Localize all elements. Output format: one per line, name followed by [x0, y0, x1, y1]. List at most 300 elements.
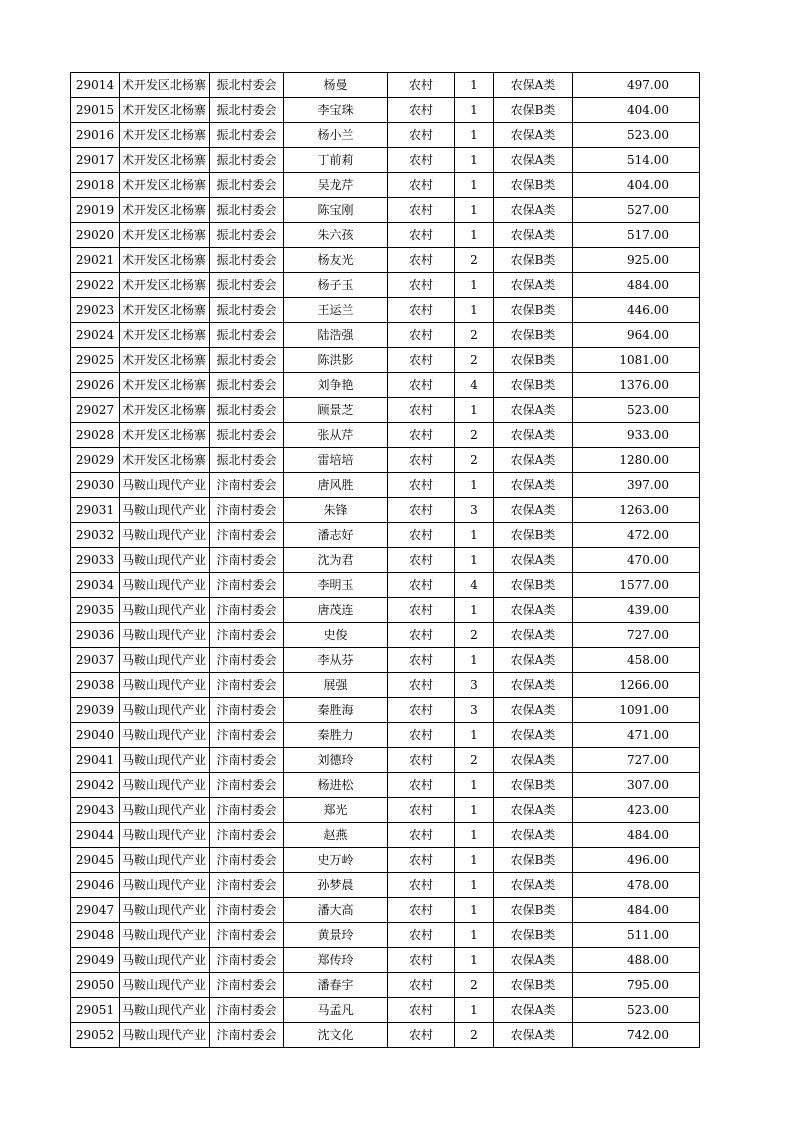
record-id-cell: 29024 — [71, 323, 120, 348]
household-count-cell: 1 — [455, 873, 494, 898]
town-cell: 马鞍山现代产业 — [120, 773, 210, 798]
table-row — [71, 323, 700, 348]
area-cell: 农村 — [388, 448, 455, 473]
table-row — [71, 948, 700, 973]
record-id-cell: 29046 — [71, 873, 120, 898]
area-cell: 农村 — [388, 73, 455, 98]
record-id-cell: 29037 — [71, 648, 120, 673]
village-cell: 振北村委会 — [210, 398, 284, 423]
household-count-cell: 2 — [455, 423, 494, 448]
village-cell: 汴南村委会 — [210, 873, 284, 898]
record-id-cell: 29029 — [71, 448, 120, 473]
record-id-cell: 29019 — [71, 198, 120, 223]
table-row — [71, 398, 700, 423]
town-cell: 马鞍山现代产业 — [120, 548, 210, 573]
insurance-type-cell: 农保B类 — [494, 848, 573, 873]
name-cell: 陆浩强 — [284, 323, 388, 348]
insurance-type-cell: 农保A类 — [494, 1023, 573, 1048]
town-cell: 术开发区北杨寨 — [120, 173, 210, 198]
village-cell: 汴南村委会 — [210, 498, 284, 523]
name-cell: 史万岭 — [284, 848, 388, 873]
household-count-cell: 1 — [455, 73, 494, 98]
table-row — [71, 73, 700, 98]
town-cell: 术开发区北杨寨 — [120, 98, 210, 123]
insurance-type-cell: 农保A类 — [494, 798, 573, 823]
household-count-cell: 3 — [455, 498, 494, 523]
insurance-type-cell: 农保B类 — [494, 323, 573, 348]
record-id-cell: 29049 — [71, 948, 120, 973]
household-count-cell: 1 — [455, 798, 494, 823]
name-cell: 陈宝刚 — [284, 198, 388, 223]
town-cell: 马鞍山现代产业 — [120, 848, 210, 873]
area-cell: 农村 — [388, 998, 455, 1023]
village-cell: 汴南村委会 — [210, 473, 284, 498]
table-row — [71, 198, 700, 223]
name-cell: 潘春宇 — [284, 973, 388, 998]
area-cell: 农村 — [388, 548, 455, 573]
amount-cell: 517.00 — [573, 223, 700, 248]
name-cell: 黄景玲 — [284, 923, 388, 948]
insurance-type-cell: 农保A类 — [494, 873, 573, 898]
village-cell: 汴南村委会 — [210, 723, 284, 748]
insurance-type-cell: 农保A类 — [494, 473, 573, 498]
amount-cell: 397.00 — [573, 473, 700, 498]
insurance-type-cell: 农保B类 — [494, 98, 573, 123]
name-cell: 吴龙芹 — [284, 173, 388, 198]
village-cell: 汴南村委会 — [210, 948, 284, 973]
village-cell: 振北村委会 — [210, 123, 284, 148]
record-id-cell: 29051 — [71, 998, 120, 1023]
town-cell: 马鞍山现代产业 — [120, 723, 210, 748]
record-id-cell: 29044 — [71, 823, 120, 848]
town-cell: 术开发区北杨寨 — [120, 248, 210, 273]
table-row — [71, 1023, 700, 1048]
name-cell: 赵燕 — [284, 823, 388, 848]
table-row — [71, 748, 700, 773]
amount-cell: 727.00 — [573, 623, 700, 648]
town-cell: 术开发区北杨寨 — [120, 373, 210, 398]
name-cell: 杨小兰 — [284, 123, 388, 148]
table-row — [71, 973, 700, 998]
name-cell: 李宝珠 — [284, 98, 388, 123]
amount-cell: 472.00 — [573, 523, 700, 548]
village-cell: 汴南村委会 — [210, 848, 284, 873]
household-count-cell: 1 — [455, 598, 494, 623]
village-cell: 振北村委会 — [210, 148, 284, 173]
town-cell: 马鞍山现代产业 — [120, 573, 210, 598]
amount-cell: 511.00 — [573, 923, 700, 948]
area-cell: 农村 — [388, 98, 455, 123]
amount-cell: 1266.00 — [573, 673, 700, 698]
town-cell: 马鞍山现代产业 — [120, 748, 210, 773]
insurance-type-cell: 农保B类 — [494, 923, 573, 948]
village-cell: 汴南村委会 — [210, 823, 284, 848]
village-cell: 汴南村委会 — [210, 673, 284, 698]
household-count-cell: 1 — [455, 123, 494, 148]
name-cell: 王运兰 — [284, 298, 388, 323]
table-row — [71, 573, 700, 598]
village-cell: 振北村委会 — [210, 423, 284, 448]
name-cell: 史俊 — [284, 623, 388, 648]
record-id-cell: 29020 — [71, 223, 120, 248]
household-count-cell: 2 — [455, 248, 494, 273]
household-count-cell: 1 — [455, 273, 494, 298]
village-cell: 汴南村委会 — [210, 798, 284, 823]
table-row — [71, 898, 700, 923]
name-cell: 李明玉 — [284, 573, 388, 598]
village-cell: 汴南村委会 — [210, 898, 284, 923]
insurance-type-cell: 农保B类 — [494, 348, 573, 373]
town-cell: 术开发区北杨寨 — [120, 273, 210, 298]
record-id-cell: 29027 — [71, 398, 120, 423]
table-row — [71, 598, 700, 623]
insurance-type-cell: 农保B类 — [494, 173, 573, 198]
insurance-type-cell: 农保B类 — [494, 898, 573, 923]
amount-cell: 514.00 — [573, 148, 700, 173]
town-cell: 马鞍山现代产业 — [120, 898, 210, 923]
name-cell: 陈洪影 — [284, 348, 388, 373]
record-id-cell: 29031 — [71, 498, 120, 523]
village-cell: 振北村委会 — [210, 298, 284, 323]
name-cell: 沈文化 — [284, 1023, 388, 1048]
name-cell: 秦胜力 — [284, 723, 388, 748]
household-count-cell: 1 — [455, 923, 494, 948]
name-cell: 丁前莉 — [284, 148, 388, 173]
village-cell: 汴南村委会 — [210, 648, 284, 673]
insurance-type-cell: 农保A类 — [494, 448, 573, 473]
amount-cell: 1263.00 — [573, 498, 700, 523]
household-count-cell: 1 — [455, 548, 494, 573]
household-count-cell: 3 — [455, 698, 494, 723]
table-row — [71, 873, 700, 898]
area-cell: 农村 — [388, 373, 455, 398]
area-cell: 农村 — [388, 873, 455, 898]
amount-cell: 497.00 — [573, 73, 700, 98]
name-cell: 刘德玲 — [284, 748, 388, 773]
amount-cell: 307.00 — [573, 773, 700, 798]
town-cell: 术开发区北杨寨 — [120, 148, 210, 173]
record-id-cell: 29040 — [71, 723, 120, 748]
town-cell: 术开发区北杨寨 — [120, 398, 210, 423]
table-row — [71, 273, 700, 298]
area-cell: 农村 — [388, 123, 455, 148]
area-cell: 农村 — [388, 1023, 455, 1048]
household-count-cell: 1 — [455, 948, 494, 973]
record-id-cell: 29048 — [71, 923, 120, 948]
table-row — [71, 823, 700, 848]
area-cell: 农村 — [388, 948, 455, 973]
household-count-cell: 1 — [455, 473, 494, 498]
household-count-cell: 2 — [455, 1023, 494, 1048]
town-cell: 马鞍山现代产业 — [120, 623, 210, 648]
amount-cell: 1280.00 — [573, 448, 700, 473]
insurance-type-cell: 农保A类 — [494, 198, 573, 223]
table-row — [71, 148, 700, 173]
name-cell: 郑光 — [284, 798, 388, 823]
insurance-type-cell: 农保B类 — [494, 773, 573, 798]
record-id-cell: 29016 — [71, 123, 120, 148]
name-cell: 刘争艳 — [284, 373, 388, 398]
table-row — [71, 848, 700, 873]
area-cell: 农村 — [388, 723, 455, 748]
village-cell: 汴南村委会 — [210, 523, 284, 548]
table-row — [71, 123, 700, 148]
area-cell: 农村 — [388, 498, 455, 523]
town-cell: 术开发区北杨寨 — [120, 73, 210, 98]
village-cell: 振北村委会 — [210, 373, 284, 398]
table-row — [71, 223, 700, 248]
area-cell: 农村 — [388, 423, 455, 448]
village-cell: 汴南村委会 — [210, 548, 284, 573]
area-cell: 农村 — [388, 823, 455, 848]
household-count-cell: 2 — [455, 748, 494, 773]
household-count-cell: 2 — [455, 348, 494, 373]
area-cell: 农村 — [388, 623, 455, 648]
town-cell: 马鞍山现代产业 — [120, 948, 210, 973]
area-cell: 农村 — [388, 148, 455, 173]
record-id-cell: 29047 — [71, 898, 120, 923]
record-id-cell: 29017 — [71, 148, 120, 173]
table-row — [71, 298, 700, 323]
area-cell: 农村 — [388, 773, 455, 798]
area-cell: 农村 — [388, 398, 455, 423]
household-count-cell: 1 — [455, 98, 494, 123]
household-count-cell: 1 — [455, 523, 494, 548]
insurance-type-cell: 农保B类 — [494, 373, 573, 398]
insurance-type-cell: 农保B类 — [494, 298, 573, 323]
household-count-cell: 1 — [455, 223, 494, 248]
area-cell: 农村 — [388, 748, 455, 773]
area-cell: 农村 — [388, 273, 455, 298]
area-cell: 农村 — [388, 198, 455, 223]
name-cell: 马孟凡 — [284, 998, 388, 1023]
name-cell: 沈为君 — [284, 548, 388, 573]
amount-cell: 423.00 — [573, 798, 700, 823]
household-count-cell: 4 — [455, 373, 494, 398]
area-cell: 农村 — [388, 298, 455, 323]
record-id-cell: 29041 — [71, 748, 120, 773]
amount-cell: 446.00 — [573, 298, 700, 323]
town-cell: 术开发区北杨寨 — [120, 448, 210, 473]
insurance-type-cell: 农保A类 — [494, 123, 573, 148]
village-cell: 汴南村委会 — [210, 598, 284, 623]
record-id-cell: 29034 — [71, 573, 120, 598]
record-id-cell: 29039 — [71, 698, 120, 723]
table-row — [71, 798, 700, 823]
area-cell: 农村 — [388, 173, 455, 198]
town-cell: 术开发区北杨寨 — [120, 223, 210, 248]
amount-cell: 470.00 — [573, 548, 700, 573]
record-id-cell: 29022 — [71, 273, 120, 298]
town-cell: 马鞍山现代产业 — [120, 648, 210, 673]
household-count-cell: 1 — [455, 773, 494, 798]
record-id-cell: 29015 — [71, 98, 120, 123]
name-cell: 顾景芝 — [284, 398, 388, 423]
town-cell: 术开发区北杨寨 — [120, 348, 210, 373]
insurance-type-cell: 农保B类 — [494, 973, 573, 998]
town-cell: 马鞍山现代产业 — [120, 823, 210, 848]
amount-cell: 527.00 — [573, 198, 700, 223]
name-cell: 秦胜海 — [284, 698, 388, 723]
area-cell: 农村 — [388, 473, 455, 498]
household-count-cell: 1 — [455, 898, 494, 923]
town-cell: 术开发区北杨寨 — [120, 298, 210, 323]
name-cell: 唐风胜 — [284, 473, 388, 498]
town-cell: 马鞍山现代产业 — [120, 698, 210, 723]
town-cell: 马鞍山现代产业 — [120, 473, 210, 498]
amount-cell: 1376.00 — [573, 373, 700, 398]
insurance-type-cell: 农保A类 — [494, 398, 573, 423]
town-cell: 马鞍山现代产业 — [120, 873, 210, 898]
household-count-cell: 2 — [455, 973, 494, 998]
area-cell: 农村 — [388, 798, 455, 823]
household-count-cell: 1 — [455, 398, 494, 423]
record-id-cell: 29052 — [71, 1023, 120, 1048]
table-row — [71, 373, 700, 398]
table-row — [71, 648, 700, 673]
record-id-cell: 29014 — [71, 73, 120, 98]
insurance-type-cell: 农保A类 — [494, 423, 573, 448]
table-row — [71, 173, 700, 198]
household-count-cell: 1 — [455, 648, 494, 673]
amount-cell: 439.00 — [573, 598, 700, 623]
insurance-type-cell: 农保A类 — [494, 598, 573, 623]
table-row — [71, 698, 700, 723]
household-count-cell: 2 — [455, 623, 494, 648]
name-cell: 杨友光 — [284, 248, 388, 273]
insurance-type-cell: 农保A类 — [494, 698, 573, 723]
village-cell: 振北村委会 — [210, 173, 284, 198]
town-cell: 马鞍山现代产业 — [120, 598, 210, 623]
record-id-cell: 29023 — [71, 298, 120, 323]
village-cell: 振北村委会 — [210, 273, 284, 298]
household-count-cell: 4 — [455, 573, 494, 598]
record-id-cell: 29042 — [71, 773, 120, 798]
amount-cell: 404.00 — [573, 98, 700, 123]
record-id-cell: 29028 — [71, 423, 120, 448]
household-count-cell: 1 — [455, 723, 494, 748]
amount-cell: 964.00 — [573, 323, 700, 348]
insurance-type-cell: 农保A类 — [494, 998, 573, 1023]
name-cell: 张从芹 — [284, 423, 388, 448]
town-cell: 马鞍山现代产业 — [120, 973, 210, 998]
area-cell: 农村 — [388, 573, 455, 598]
town-cell: 术开发区北杨寨 — [120, 198, 210, 223]
village-cell: 汴南村委会 — [210, 698, 284, 723]
insurance-type-cell: 农保A类 — [494, 623, 573, 648]
area-cell: 农村 — [388, 923, 455, 948]
records-table — [70, 72, 700, 1048]
record-id-cell: 29036 — [71, 623, 120, 648]
area-cell: 农村 — [388, 323, 455, 348]
table-row — [71, 423, 700, 448]
village-cell: 振北村委会 — [210, 98, 284, 123]
amount-cell: 925.00 — [573, 248, 700, 273]
insurance-type-cell: 农保A类 — [494, 723, 573, 748]
record-id-cell: 29043 — [71, 798, 120, 823]
insurance-type-cell: 农保A类 — [494, 548, 573, 573]
insurance-type-cell: 农保A类 — [494, 148, 573, 173]
town-cell: 术开发区北杨寨 — [120, 123, 210, 148]
area-cell: 农村 — [388, 973, 455, 998]
name-cell: 郑传玲 — [284, 948, 388, 973]
village-cell: 振北村委会 — [210, 248, 284, 273]
area-cell: 农村 — [388, 698, 455, 723]
name-cell: 朱六孩 — [284, 223, 388, 248]
village-cell: 汴南村委会 — [210, 623, 284, 648]
town-cell: 马鞍山现代产业 — [120, 998, 210, 1023]
insurance-type-cell: 农保B类 — [494, 248, 573, 273]
area-cell: 农村 — [388, 223, 455, 248]
amount-cell: 496.00 — [573, 848, 700, 873]
insurance-type-cell: 农保B类 — [494, 573, 573, 598]
table-row — [71, 523, 700, 548]
town-cell: 马鞍山现代产业 — [120, 798, 210, 823]
table-row — [71, 923, 700, 948]
village-cell: 汴南村委会 — [210, 998, 284, 1023]
village-cell: 振北村委会 — [210, 348, 284, 373]
name-cell: 杨子玉 — [284, 273, 388, 298]
village-cell: 汴南村委会 — [210, 773, 284, 798]
town-cell: 马鞍山现代产业 — [120, 923, 210, 948]
table-row — [71, 723, 700, 748]
name-cell: 孙梦晨 — [284, 873, 388, 898]
village-cell: 振北村委会 — [210, 198, 284, 223]
table-row — [71, 348, 700, 373]
name-cell: 唐茂连 — [284, 598, 388, 623]
table-row — [71, 773, 700, 798]
village-cell: 汴南村委会 — [210, 748, 284, 773]
table-row — [71, 473, 700, 498]
amount-cell: 478.00 — [573, 873, 700, 898]
town-cell: 马鞍山现代产业 — [120, 673, 210, 698]
record-id-cell: 29050 — [71, 973, 120, 998]
insurance-type-cell: 农保A类 — [494, 73, 573, 98]
village-cell: 汴南村委会 — [210, 973, 284, 998]
name-cell: 李从芬 — [284, 648, 388, 673]
village-cell: 振北村委会 — [210, 223, 284, 248]
table-row — [71, 448, 700, 473]
village-cell: 振北村委会 — [210, 323, 284, 348]
household-count-cell: 1 — [455, 173, 494, 198]
name-cell: 雷培培 — [284, 448, 388, 473]
amount-cell: 742.00 — [573, 1023, 700, 1048]
town-cell: 术开发区北杨寨 — [120, 323, 210, 348]
amount-cell: 1081.00 — [573, 348, 700, 373]
insurance-type-cell: 农保A类 — [494, 673, 573, 698]
insurance-type-cell: 农保A类 — [494, 823, 573, 848]
record-id-cell: 29021 — [71, 248, 120, 273]
village-cell: 汴南村委会 — [210, 573, 284, 598]
amount-cell: 484.00 — [573, 823, 700, 848]
household-count-cell: 1 — [455, 848, 494, 873]
amount-cell: 523.00 — [573, 123, 700, 148]
name-cell: 展强 — [284, 673, 388, 698]
household-count-cell: 1 — [455, 823, 494, 848]
village-cell: 振北村委会 — [210, 448, 284, 473]
record-id-cell: 29038 — [71, 673, 120, 698]
table-row — [71, 998, 700, 1023]
table-row — [71, 248, 700, 273]
household-count-cell: 2 — [455, 323, 494, 348]
household-count-cell: 1 — [455, 998, 494, 1023]
insurance-type-cell: 农保A类 — [494, 498, 573, 523]
amount-cell: 484.00 — [573, 898, 700, 923]
name-cell: 杨曼 — [284, 73, 388, 98]
insurance-type-cell: 农保A类 — [494, 948, 573, 973]
amount-cell: 484.00 — [573, 273, 700, 298]
amount-cell: 1577.00 — [573, 573, 700, 598]
